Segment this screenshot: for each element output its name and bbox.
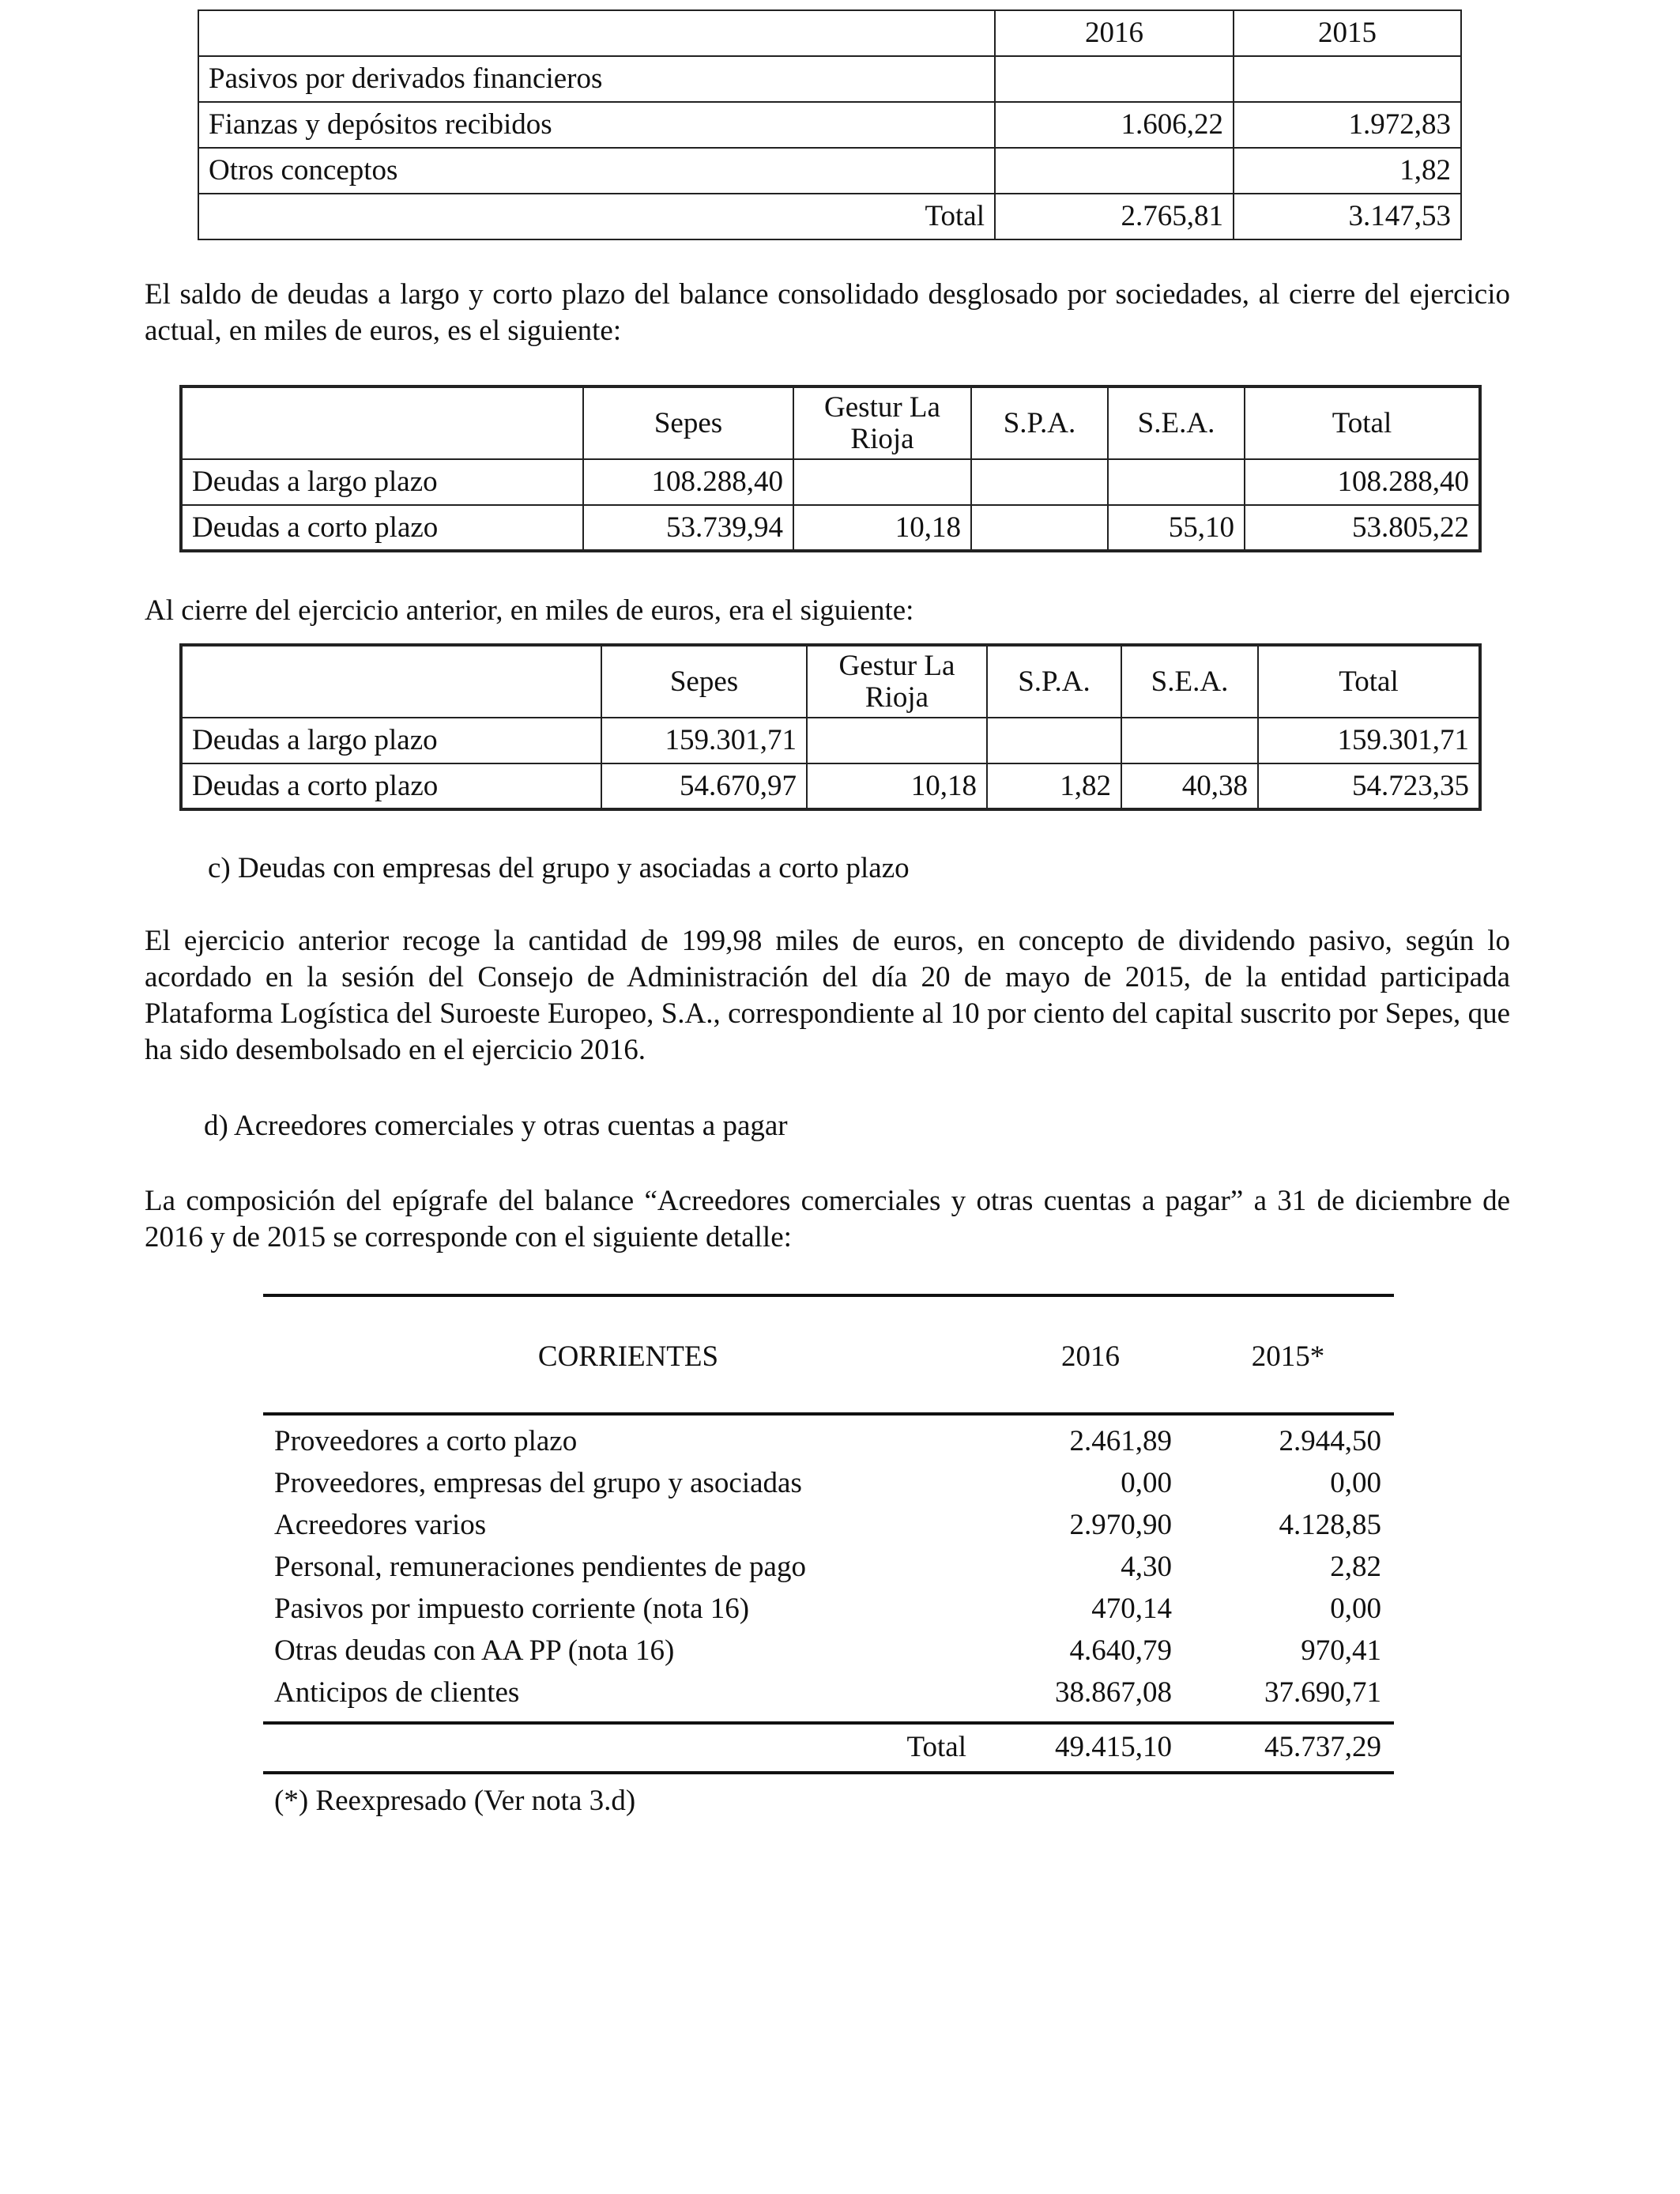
table-pasivos (198, 9, 1462, 240)
table-row (181, 718, 1480, 763)
footnote-reexpresado: (*) Reexpresado (Ver nota 3.d) (274, 1785, 636, 1817)
row-label: Deudas a largo plazo (181, 718, 601, 763)
cell-2015: 4.128,85 (1279, 1508, 1381, 1541)
cell-2015 (1234, 56, 1461, 102)
cell-2016 (995, 56, 1234, 102)
table-acreedores-total (265, 1726, 1391, 1769)
table-total-rule (263, 1721, 1394, 1725)
row-label: Otros conceptos (198, 148, 995, 194)
header-sea: S.E.A. (1108, 386, 1245, 459)
table-deudas-actual (179, 385, 1482, 552)
row-label: Otras deudas con AA PP (nota 16) (274, 1634, 675, 1667)
cell-total: 53.805,22 (1245, 505, 1480, 551)
table-top-rule (263, 1294, 1394, 1297)
cell-sea: 40,38 (1121, 763, 1258, 809)
row-label: Personal, remuneraciones pendientes de pago (274, 1550, 806, 1583)
row-label: Acreedores varios (274, 1508, 487, 1541)
table-deudas-anterior (179, 643, 1482, 811)
cell-spa (971, 505, 1108, 551)
row-label: Pasivos por impuesto corriente (nota 16) (274, 1592, 750, 1625)
cell-gestur (807, 718, 987, 763)
table-bottom-rule (263, 1771, 1394, 1774)
cell-sepes: 53.739,94 (583, 505, 793, 551)
table-row (181, 505, 1480, 551)
table-row (265, 1462, 1391, 1504)
header-total: Total (1258, 645, 1480, 718)
row-label: Proveedores, empresas del grupo y asociadas (274, 1466, 802, 1499)
row-label: Pasivos por derivados financieros (198, 56, 995, 102)
cell-sea (1108, 459, 1245, 505)
row-label: Deudas a corto plazo (181, 763, 601, 809)
cell-2016: 4.640,79 (1069, 1634, 1172, 1667)
section-heading-c: c) Deudas con empresas del grupo y asociadas a corto plazo (208, 852, 910, 884)
table-row (265, 1588, 1391, 1630)
total-2015: 3.147,53 (1234, 194, 1461, 239)
paragraph-ejercicio-anterior: Al cierre del ejercicio anterior, en miles de euros, era el siguiente: (145, 594, 914, 627)
cell-2016: 0,00 (1121, 1466, 1172, 1499)
header-sepes: Sepes (601, 645, 807, 718)
header-year-2016: 2016 (1061, 1340, 1120, 1373)
header-year-2016: 2016 (995, 10, 1234, 56)
table-row (265, 1630, 1391, 1672)
cell-total: 108.288,40 (1245, 459, 1480, 505)
row-label: Proveedores a corto plazo (274, 1424, 578, 1457)
cell-total: 54.723,35 (1258, 763, 1480, 809)
cell-sepes: 159.301,71 (601, 718, 807, 763)
table-row (198, 102, 1461, 148)
cell-2015: 2,82 (1330, 1550, 1381, 1583)
header-year-2015: 2015 (1234, 10, 1461, 56)
table-row (265, 1504, 1391, 1546)
row-label: Anticipos de clientes (274, 1676, 520, 1709)
cell-spa (987, 718, 1121, 763)
paragraph-saldo-deudas: El saldo de deudas a largo y corto plazo del balance consolidado desglosado por sociedades, al cierre del ejercicio actual, en miles de euros, es el siguiente: (145, 278, 1510, 347)
table-total-row (198, 194, 1461, 239)
table-acreedores (265, 1420, 1391, 1713)
cell-2015: 2.944,50 (1279, 1424, 1381, 1457)
cell-sea (1121, 718, 1258, 763)
table-total-row (265, 1726, 1391, 1769)
table-header-row (181, 386, 1480, 459)
cell-sea: 55,10 (1108, 505, 1245, 551)
table-row (265, 1420, 1391, 1462)
table-header-rule (263, 1412, 1394, 1416)
cell-2016: 1.606,22 (995, 102, 1234, 148)
cell-gestur: 10,18 (807, 763, 987, 809)
cell-total: 159.301,71 (1258, 718, 1480, 763)
header-total: Total (1245, 386, 1480, 459)
total-label: Total (906, 1731, 966, 1763)
cell-2016: 2.461,89 (1069, 1424, 1172, 1457)
header-gestur-la-rioja: Gestur La Rioja (807, 645, 987, 718)
table-row (265, 1546, 1391, 1588)
table-row (181, 459, 1480, 505)
section-heading-d: d) Acreedores comerciales y otras cuentas a pagar (204, 1110, 788, 1142)
table-header-row (181, 645, 1480, 718)
cell-spa (971, 459, 1108, 505)
cell-2015: 970,41 (1301, 1634, 1381, 1667)
header-blank (181, 386, 583, 459)
header-spa: S.P.A. (971, 386, 1108, 459)
cell-sepes: 54.670,97 (601, 763, 807, 809)
header-gestur-la-rioja: Gestur La Rioja (793, 386, 971, 459)
header-spa: S.P.A. (987, 645, 1121, 718)
table-row (265, 1672, 1391, 1713)
cell-spa: 1,82 (987, 763, 1121, 809)
header-sea: S.E.A. (1121, 645, 1258, 718)
header-blank (181, 645, 601, 718)
cell-2016: 38.867,08 (1055, 1676, 1172, 1709)
paragraph-composicion: La composición del epígrafe del balance “Acreedores comerciales y otras cuentas a pagar” a 31 de diciembre de 2016 y de 2015 se corresponde con el siguiente detalle: (145, 1185, 1510, 1253)
cell-2016: 4,30 (1121, 1550, 1172, 1583)
table-header-row (198, 10, 1461, 56)
table-row (198, 148, 1461, 194)
cell-gestur (793, 459, 971, 505)
header-blank (198, 10, 995, 56)
paragraph-dividendo-pasivo: El ejercicio anterior recoge la cantidad de 199,98 miles de euros, en concepto de dividendo pasivo, según lo acordado en la sesión del Consejo de Administración del día 20 de mayo de 2015, de la entidad participada Plataforma Logística del Suroeste Europeo, S.A., correspondiente al 10 por ciento del capital suscrito por Sepes, que ha sido desembolsado en el ejercicio 2016. (145, 925, 1510, 1066)
total-2016: 49.415,10 (1055, 1731, 1172, 1763)
total-2015: 45.737,29 (1264, 1731, 1381, 1763)
cell-2015: 0,00 (1330, 1592, 1381, 1625)
cell-2016: 2.970,90 (1069, 1508, 1172, 1541)
row-label: Deudas a corto plazo (181, 505, 583, 551)
cell-2015: 0,00 (1330, 1466, 1381, 1499)
row-label: Deudas a largo plazo (181, 459, 583, 505)
table-row (181, 763, 1480, 809)
row-label: Fianzas y depósitos recibidos (198, 102, 995, 148)
header-year-2015: 2015* (1251, 1340, 1325, 1373)
cell-2016 (995, 148, 1234, 194)
cell-2015: 1,82 (1234, 148, 1461, 194)
total-label: Total (198, 194, 995, 239)
total-2016: 2.765,81 (995, 194, 1234, 239)
cell-2015: 1.972,83 (1234, 102, 1461, 148)
cell-sepes: 108.288,40 (583, 459, 793, 505)
header-sepes: Sepes (583, 386, 793, 459)
cell-gestur: 10,18 (793, 505, 971, 551)
cell-2016: 470,14 (1091, 1592, 1172, 1625)
cell-2015: 37.690,71 (1264, 1676, 1381, 1709)
table-row (198, 56, 1461, 102)
header-corrientes: CORRIENTES (537, 1340, 719, 1373)
